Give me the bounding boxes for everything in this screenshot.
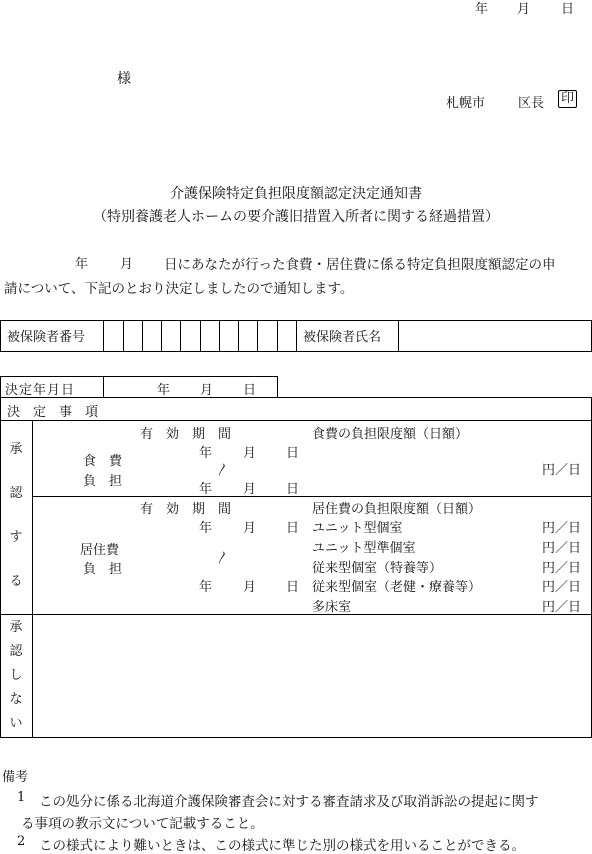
note-text-cont: る事項の教示文について記載すること。 <box>21 816 264 832</box>
residence-label-line1: 居住費 <box>80 543 120 558</box>
residence-label-line2: 負 担 <box>83 562 123 577</box>
residence-tilde: 〳 <box>216 551 230 566</box>
decision-items-label: 決 定 事 項 <box>7 405 99 420</box>
insured-name-label: 被保険者氏名 <box>303 330 382 345</box>
room-type-label: ユニット型準個室 <box>312 541 416 556</box>
reject-label: 承 認 し な い <box>9 620 23 731</box>
seal-stamp: 印 <box>558 90 577 108</box>
food-end-year: 年 <box>199 482 213 497</box>
food-end-month: 月 <box>243 482 257 497</box>
note-number: 2 <box>17 834 26 849</box>
room-unit: 円／日 <box>542 541 582 556</box>
decision-date-month: 月 <box>200 383 214 398</box>
insured-name-field[interactable] <box>399 321 591 351</box>
room-unit: 円／日 <box>542 580 582 595</box>
decision-date-day: 日 <box>243 383 257 398</box>
room-type-label: 多床室 <box>312 600 352 615</box>
body-month: 月 <box>120 257 134 272</box>
food-label-line2: 負 担 <box>83 474 123 489</box>
residence-start-month: 月 <box>243 521 257 536</box>
food-end-day: 日 <box>286 482 300 497</box>
residence-validity-label: 有 効 期 間 <box>140 502 232 517</box>
insured-number-label: 被保険者番号 <box>7 330 86 345</box>
residence-limit-label: 居住費の負担限度額（日額） <box>312 502 482 517</box>
header-date-month: 月 <box>517 2 531 17</box>
room-unit: 円／日 <box>542 521 582 536</box>
issuer-city: 札幌市 <box>446 96 486 111</box>
room-unit: 円／日 <box>542 561 582 576</box>
approve-label: 承 認 す る <box>9 442 23 589</box>
body-line1: 日にあなたが行った食費・居住費に係る特定負担限度額認定の申 <box>164 257 556 273</box>
food-label-line1: 食 費 <box>83 454 123 469</box>
room-type-label: ユニット型個室 <box>312 521 403 536</box>
residence-end-month: 月 <box>243 580 257 595</box>
residence-end-day: 日 <box>286 580 300 595</box>
food-limit-label: 食費の負担限度額（日額） <box>312 427 469 442</box>
food-start-month: 月 <box>243 446 257 461</box>
body-line2: 請について、下記のとおり決定しましたので通知します。 <box>4 281 354 297</box>
body-year: 年 <box>75 257 89 272</box>
residence-end-year: 年 <box>199 580 213 595</box>
note-text: この処分に係る北海道介護保険審査会に対する審査請求及び取消訴訟の提起に関す <box>39 794 539 810</box>
notes-heading: 備考 <box>2 770 29 785</box>
residence-start-day: 日 <box>286 521 300 536</box>
reject-reason-field[interactable] <box>33 615 591 737</box>
food-start-day: 日 <box>286 446 300 461</box>
room-type-label: 従来型個室（老健・療養等） <box>312 580 482 595</box>
food-unit: 円／日 <box>542 463 582 478</box>
header-date-year: 年 <box>475 2 489 17</box>
header-date-day: 日 <box>561 2 575 17</box>
insured-number-field[interactable] <box>104 321 296 351</box>
addressee-suffix: 様 <box>117 71 131 87</box>
issuer-title: 区長 <box>518 96 545 111</box>
document-subtitle: （特別養護老人ホームの要介護旧措置入所者に関する経過措置） <box>93 209 499 225</box>
note-number: 1 <box>17 790 26 805</box>
food-tilde: 〳 <box>216 463 230 478</box>
residence-start-year: 年 <box>199 521 213 536</box>
room-type-label: 従来型個室（特養等） <box>312 561 443 576</box>
decision-date-year: 年 <box>157 383 171 398</box>
food-start-year: 年 <box>199 446 213 461</box>
food-validity-label: 有 効 期 間 <box>140 427 232 442</box>
decision-date-label: 決定年月日 <box>5 383 76 398</box>
note-text: この様式により難いときは、この様式に準じた別の様式を用いることができる。 <box>39 838 525 854</box>
document-title: 介護保険特定負担限度額認定決定通知書 <box>170 186 422 202</box>
room-unit: 円／日 <box>542 600 582 615</box>
